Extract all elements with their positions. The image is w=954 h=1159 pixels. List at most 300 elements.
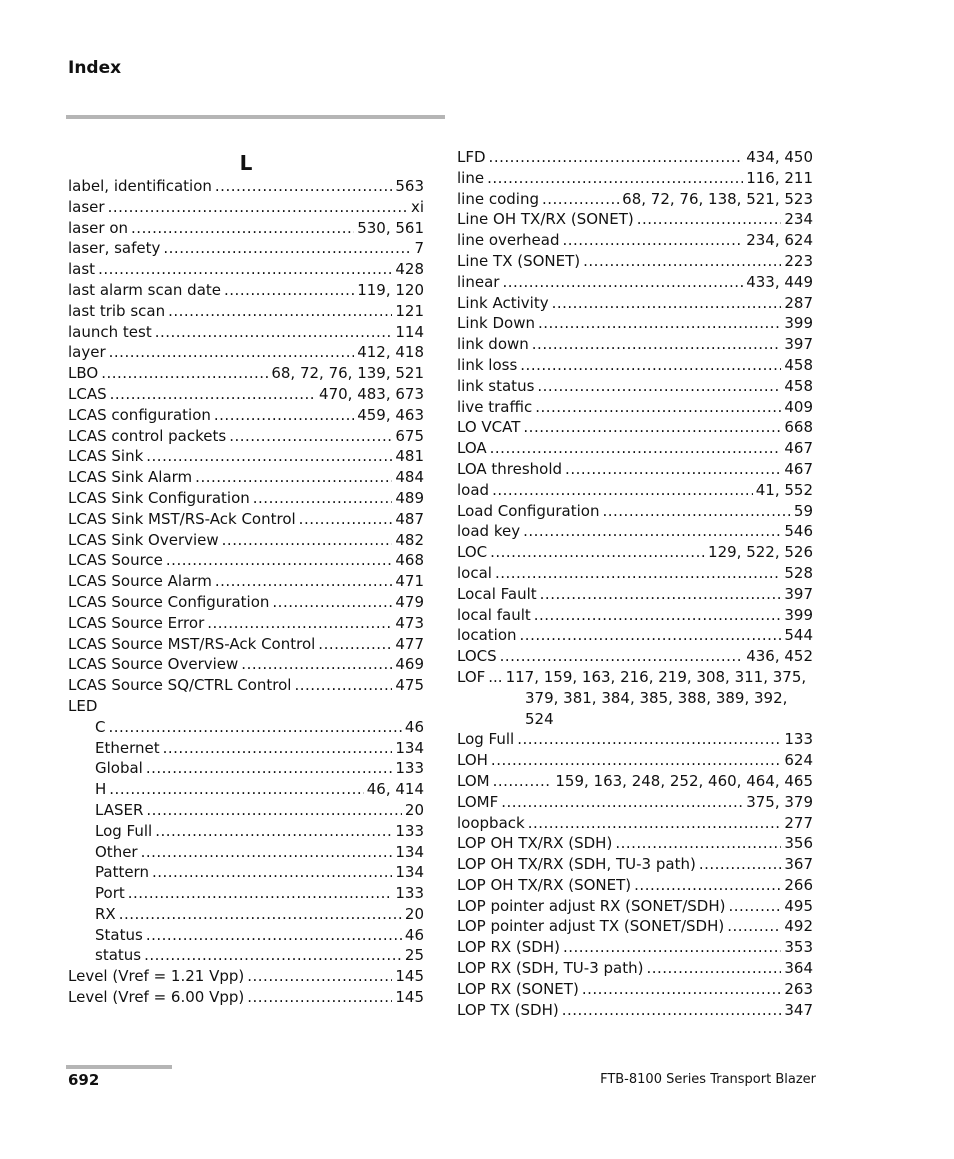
- index-term: LOP pointer adjust RX (SONET/SDH): [457, 896, 726, 915]
- index-term: LOP RX (SDH): [457, 938, 560, 957]
- index-pages: 546: [784, 522, 813, 541]
- index-entry: [457, 501, 813, 522]
- index-entry: [457, 272, 813, 293]
- index-term: LOP TX (SDH): [457, 1000, 559, 1019]
- index-pages: 473: [395, 613, 424, 632]
- leader-dots: [299, 509, 393, 530]
- index-term: local fault: [457, 605, 531, 624]
- leader-dots: [207, 613, 392, 634]
- leader-dots: [146, 925, 402, 946]
- index-pages: 159, 163, 248, 252, 460, 464, 465: [555, 771, 813, 790]
- index-entry: [457, 376, 813, 397]
- leader-dots: [523, 521, 781, 542]
- index-entry: [457, 542, 813, 563]
- index-term: LOC: [457, 543, 488, 562]
- leader-dots: [491, 750, 781, 771]
- index-pages: 263: [784, 979, 813, 998]
- leader-dots: [110, 384, 316, 405]
- index-pages: 399: [784, 314, 813, 333]
- index-pages: 458: [784, 376, 813, 395]
- index-pages: 133: [395, 884, 424, 903]
- index-pages: 129, 522, 526: [708, 543, 813, 562]
- index-pages: 433, 449: [746, 272, 813, 291]
- index-term: Link Activity: [457, 293, 549, 312]
- index-pages: 409: [784, 397, 813, 416]
- leader-dots: [214, 405, 354, 426]
- index-entry: [68, 966, 424, 987]
- index-entry: [457, 771, 813, 792]
- index-pages: 467: [784, 439, 813, 458]
- index-term: laser: [68, 197, 105, 216]
- index-term: LOA threshold: [457, 459, 563, 478]
- index-pages: 119, 120: [357, 280, 424, 299]
- index-entry: [68, 509, 424, 530]
- index-term: last trib scan: [68, 301, 166, 320]
- index-pages: 563: [395, 177, 424, 195]
- leader-dots: [602, 501, 790, 522]
- index-entry: [457, 251, 813, 272]
- index-pages: 25: [404, 946, 424, 965]
- index-entry: [457, 355, 813, 376]
- index-entry: [68, 571, 424, 592]
- index-entry: [457, 625, 813, 646]
- index-term: Load Configuration: [457, 501, 600, 520]
- index-entry: [68, 322, 424, 343]
- index-term: link down: [457, 335, 529, 354]
- index-pages-continued: 379, 381, 384, 385, 388, 389, 392,: [525, 688, 788, 707]
- index-term: LCAS Sink: [68, 447, 144, 466]
- index-subentry: [68, 821, 424, 842]
- index-term: LOH: [457, 751, 488, 770]
- leader-dots: [538, 313, 781, 334]
- index-pages: 399: [784, 605, 813, 624]
- leader-dots: [634, 875, 781, 896]
- leader-dots: [101, 363, 268, 384]
- leader-dots: [318, 634, 392, 655]
- leader-dots: [146, 446, 392, 467]
- index-pages: 459, 463: [357, 405, 424, 424]
- index-pages: 489: [395, 488, 424, 507]
- index-term: Ethernet: [95, 738, 160, 757]
- index-entry: [68, 176, 424, 197]
- index-term: LOP pointer adjust TX (SONET/SDH): [457, 917, 725, 936]
- index-term: LOP RX (SONET): [457, 979, 579, 998]
- index-pages: xi: [410, 197, 424, 216]
- leader-dots: [109, 779, 363, 800]
- index-pages: 20: [404, 904, 424, 923]
- leader-dots: [615, 833, 781, 854]
- index-term: loopback: [457, 813, 525, 832]
- index-pages: 287: [784, 293, 813, 312]
- index-entry: [457, 979, 813, 1000]
- leader-dots: [215, 176, 392, 197]
- index-pages: 492: [784, 917, 813, 936]
- leader-dots: [500, 646, 744, 667]
- index-entry: [457, 605, 813, 626]
- index-pages: 471: [395, 572, 424, 591]
- leader-dots: [493, 771, 553, 792]
- index-pages: 468: [395, 551, 424, 570]
- leader-dots: [487, 168, 743, 189]
- index-subentry: [68, 945, 424, 966]
- index-pages: 675: [395, 426, 424, 445]
- index-pages: 434, 450: [746, 148, 813, 166]
- index-pages: 347: [784, 1000, 813, 1019]
- running-header: Index: [68, 58, 122, 78]
- index-entry: [457, 480, 813, 501]
- index-entry: [68, 342, 424, 363]
- index-pages: 467: [784, 459, 813, 478]
- index-term: last alarm scan date: [68, 280, 222, 299]
- index-term: LCAS Source Alarm: [68, 572, 212, 591]
- index-entry: [457, 209, 813, 230]
- leader-dots: [517, 729, 781, 750]
- index-pages: 364: [784, 959, 813, 978]
- index-pages: 375, 379: [746, 792, 813, 811]
- footer-rule: [66, 1065, 172, 1069]
- index-pages: 397: [784, 335, 813, 354]
- leader-dots: [520, 355, 781, 376]
- index-entry: [457, 958, 813, 979]
- index-term: Port: [95, 884, 125, 903]
- index-term: link status: [457, 376, 535, 395]
- index-pages: 475: [395, 676, 424, 695]
- index-entry: [457, 459, 813, 480]
- index-entry: [457, 916, 813, 937]
- leader-dots: [552, 293, 782, 314]
- index-term: status: [95, 946, 142, 965]
- index-pages: 266: [784, 875, 813, 894]
- index-term: LCAS Source: [68, 551, 163, 570]
- leader-dots: [108, 197, 408, 218]
- index-term: LCAS Source MST/RS-Ack Control: [68, 634, 316, 653]
- index-entry: [457, 334, 813, 355]
- leader-dots: [253, 488, 393, 509]
- index-term: launch test: [68, 322, 152, 341]
- index-term: Status: [95, 925, 143, 944]
- index-term: load key: [457, 522, 521, 541]
- index-subentry: [68, 925, 424, 946]
- index-pages: 46: [404, 925, 424, 944]
- index-subentry: [68, 904, 424, 925]
- index-pages: 20: [404, 800, 424, 819]
- index-subentry: [68, 779, 424, 800]
- index-entry-line: [457, 667, 813, 688]
- index-pages: 469: [395, 655, 424, 674]
- index-entry-heading: LED: [68, 696, 98, 715]
- index-term: LFD: [457, 148, 486, 166]
- index-pages: 46: [404, 717, 424, 736]
- index-term: LOF: [457, 667, 486, 686]
- index-pages: 668: [784, 418, 813, 437]
- index-term: line: [457, 168, 485, 187]
- index-entry: [68, 363, 424, 384]
- index-entry: [68, 405, 424, 426]
- index-entry: [457, 563, 813, 584]
- leader-dots: [146, 800, 402, 821]
- index-pages: 59: [793, 501, 813, 520]
- leader-dots: [583, 251, 781, 272]
- leader-dots: [495, 563, 781, 584]
- leader-dots: [563, 937, 781, 958]
- index-term: C: [95, 717, 106, 736]
- index-pages: 428: [395, 260, 424, 279]
- index-term: location: [457, 626, 517, 645]
- index-entry: [68, 488, 424, 509]
- leader-dots: [637, 209, 782, 230]
- index-entry: [457, 813, 813, 834]
- index-pages: 367: [784, 855, 813, 874]
- index-entry: [457, 397, 813, 418]
- leader-dots: [195, 467, 392, 488]
- leader-dots: [224, 280, 354, 301]
- leader-dots: [501, 792, 743, 813]
- index-term: laser, safety: [68, 239, 161, 258]
- index-term: link loss: [457, 355, 518, 374]
- leader-dots: [163, 238, 411, 259]
- page-number: 692: [68, 1071, 100, 1089]
- leader-dots: [98, 259, 392, 280]
- leader-dots: [534, 605, 782, 626]
- leader-dots: [155, 322, 393, 343]
- index-entry: [68, 654, 424, 675]
- index-pages: 134: [395, 738, 424, 757]
- leader-dots: [535, 397, 781, 418]
- index-pages: 277: [784, 813, 813, 832]
- index-entry: [68, 446, 424, 467]
- index-term: Level (Vref = 1.21 Vpp): [68, 967, 245, 986]
- index-column-left: [68, 150, 424, 1008]
- index-term: LOMF: [457, 792, 499, 811]
- index-pages: 412, 418: [357, 343, 424, 362]
- index-pages: 397: [784, 584, 813, 603]
- leader-dots: [520, 625, 782, 646]
- index-term: label, identification: [68, 177, 212, 195]
- index-term: LOCS: [457, 647, 497, 666]
- leader-dots: ...: [488, 667, 503, 686]
- index-pages: 145: [395, 967, 424, 986]
- index-term: Line TX (SONET): [457, 251, 581, 270]
- leader-dots: [562, 230, 743, 251]
- leader-dots: [247, 966, 392, 987]
- leader-dots: [490, 438, 782, 459]
- leader-dots: [540, 584, 782, 605]
- index-pages: 484: [395, 468, 424, 487]
- index-subentry: [68, 717, 424, 738]
- leader-dots: [727, 916, 781, 937]
- index-term: line overhead: [457, 231, 560, 250]
- index-letter-heading: L: [239, 151, 253, 175]
- leader-dots: [646, 958, 781, 979]
- leader-dots: [108, 717, 401, 738]
- footer-document-title: FTB-8100 Series Transport Blazer: [600, 1072, 816, 1087]
- index-pages: 117, 159, 163, 216, 219, 308, 311, 375,: [505, 667, 807, 686]
- index-entry: [68, 301, 424, 322]
- index-entry: [457, 584, 813, 605]
- index-term: LCAS Sink Configuration: [68, 488, 250, 507]
- leader-dots: [562, 1000, 782, 1021]
- index-subentry: [68, 842, 424, 863]
- index-pages: 234, 624: [746, 231, 813, 250]
- index-term: line coding: [457, 189, 539, 208]
- index-entry: [457, 521, 813, 542]
- leader-dots: [532, 334, 782, 355]
- index-entry: [457, 896, 813, 917]
- index-entry: [68, 197, 424, 218]
- leader-dots: [492, 480, 753, 501]
- index-entry: [68, 613, 424, 634]
- index-pages: 353: [784, 938, 813, 957]
- index-term: LCAS Source Overview: [68, 655, 239, 674]
- index-pages: 41, 552: [755, 480, 813, 499]
- leader-dots: [141, 842, 393, 863]
- index-entry: [457, 417, 813, 438]
- index-pages: 487: [395, 509, 424, 528]
- index-term: LCAS Source SQ/CTRL Control: [68, 676, 292, 695]
- index-entry: [457, 792, 813, 813]
- index-term: LCAS Sink Overview: [68, 530, 219, 549]
- index-pages: 134: [395, 863, 424, 882]
- index-term: LOA: [457, 439, 487, 458]
- index-term: linear: [457, 272, 500, 291]
- index-pages: 624: [784, 751, 813, 770]
- index-pages: 133: [395, 759, 424, 778]
- index-subentry: [68, 738, 424, 759]
- index-pages: 482: [395, 530, 424, 549]
- index-term: local: [457, 563, 492, 582]
- index-term: Level (Vref = 6.00 Vpp): [68, 988, 245, 1007]
- index-pages: 134: [395, 842, 424, 861]
- index-pages: 544: [784, 626, 813, 645]
- index-pages: 530, 561: [357, 218, 424, 237]
- leader-dots: [528, 813, 782, 834]
- index-term: Pattern: [95, 863, 149, 882]
- index-term: LCAS: [68, 384, 107, 403]
- index-term: LCAS control packets: [68, 426, 227, 445]
- leader-dots: [215, 571, 393, 592]
- index-entry: [68, 218, 424, 239]
- index-entry: [68, 238, 424, 259]
- index-entry: [457, 854, 813, 875]
- index-entry: [68, 384, 424, 405]
- index-term: load: [457, 480, 490, 499]
- index-pages: 458: [784, 355, 813, 374]
- leader-dots: [163, 738, 393, 759]
- index-entry: [457, 313, 813, 334]
- index-term: live traffic: [457, 397, 533, 416]
- index-term: H: [95, 780, 107, 799]
- index-entry: [68, 987, 424, 1008]
- leader-dots: [542, 189, 619, 210]
- index-term: RX: [95, 904, 116, 923]
- index-term: LCAS configuration: [68, 405, 211, 424]
- index-term: LOP RX (SDH, TU-3 path): [457, 959, 644, 978]
- index-entry: [457, 646, 813, 667]
- index-entry: [68, 426, 424, 447]
- index-subentry: [68, 800, 424, 821]
- index-entry: [457, 875, 813, 896]
- index-pages: 133: [784, 730, 813, 749]
- index-subentry: [68, 862, 424, 883]
- index-entry: [68, 259, 424, 280]
- leader-dots: [699, 854, 782, 875]
- leader-dots: [247, 987, 392, 1008]
- leader-dots: [582, 979, 782, 1000]
- index-term: Link Down: [457, 314, 535, 333]
- index-pages: 479: [395, 592, 424, 611]
- index-entry: [457, 729, 813, 750]
- leader-dots: [490, 542, 705, 563]
- header-rule: [66, 115, 445, 119]
- leader-dots: [168, 301, 392, 322]
- leader-dots: [144, 945, 402, 966]
- index-pages: 121: [395, 301, 424, 320]
- index-pages: 495: [784, 896, 813, 915]
- leader-dots: [146, 758, 393, 779]
- index-entry: [68, 675, 424, 696]
- index-term: LASER: [95, 800, 144, 819]
- index-entry: [457, 667, 813, 729]
- index-term: LCAS Source Error: [68, 613, 205, 632]
- index-entry: [457, 833, 813, 854]
- index-term: laser on: [68, 218, 129, 237]
- index-term: Log Full: [457, 730, 515, 749]
- index-pages: 528: [784, 563, 813, 582]
- leader-dots: [229, 426, 392, 447]
- index-pages: 477: [395, 634, 424, 653]
- leader-dots: [294, 675, 392, 696]
- index-term: layer: [68, 343, 106, 362]
- index-pages-continued: 524: [525, 709, 554, 728]
- index-term: Other: [95, 842, 138, 861]
- index-term: LOP OH TX/RX (SDH, TU-3 path): [457, 855, 696, 874]
- leader-dots: [241, 654, 392, 675]
- index-column-right: [457, 147, 813, 1020]
- index-subentry: [68, 758, 424, 779]
- leader-dots: [128, 883, 393, 904]
- index-term: Line OH TX/RX (SONET): [457, 210, 634, 229]
- index-term: Local Fault: [457, 584, 537, 603]
- index-pages: 7: [414, 239, 424, 258]
- index-term: last: [68, 260, 96, 279]
- index-entry: [68, 530, 424, 551]
- index-entry: [68, 634, 424, 655]
- leader-dots: [222, 530, 393, 551]
- index-entry: [457, 293, 813, 314]
- index-term: LOP OH TX/RX (SONET): [457, 875, 632, 894]
- index-pages: 356: [784, 834, 813, 853]
- leader-dots: [166, 550, 392, 571]
- index-pages: 234: [784, 210, 813, 229]
- index-term: LOM: [457, 771, 490, 790]
- index-entry: [457, 147, 813, 168]
- leader-dots: [155, 821, 392, 842]
- index-entry: [457, 937, 813, 958]
- leader-dots: [502, 272, 743, 293]
- leader-dots: [272, 592, 392, 613]
- index-entry: [457, 750, 813, 771]
- index-pages: 470, 483, 673: [319, 384, 424, 403]
- index-entry: [68, 467, 424, 488]
- index-pages: 46, 414: [366, 780, 424, 799]
- leader-dots: [119, 904, 402, 925]
- index-entry: [457, 1000, 813, 1021]
- index-entry: [457, 230, 813, 251]
- leader-dots: [537, 376, 781, 397]
- index-term: LBO: [68, 364, 99, 383]
- index-pages: 145: [395, 988, 424, 1007]
- index-entry: [68, 550, 424, 571]
